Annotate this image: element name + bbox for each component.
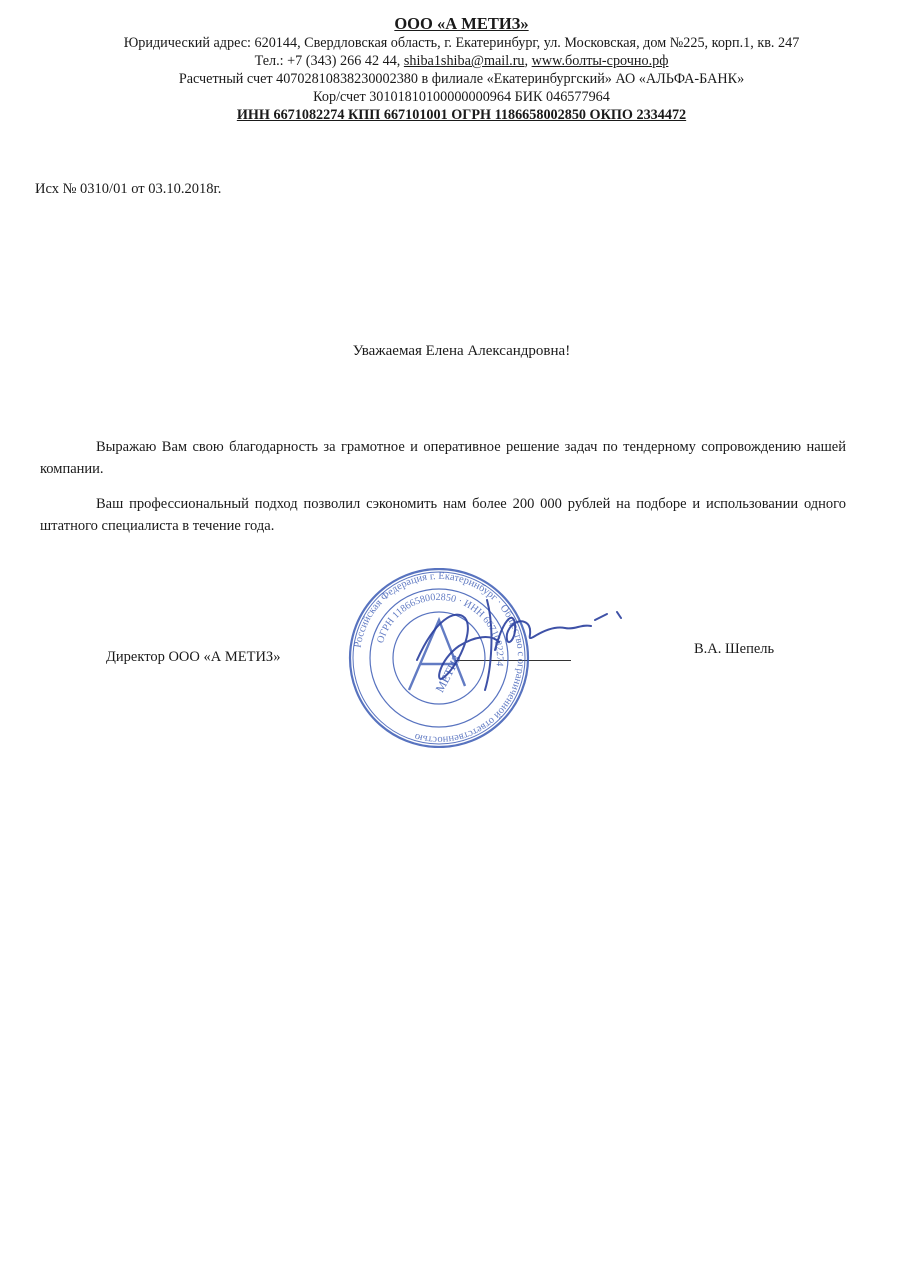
company-identifiers: ИНН 6671082274 КПП 667101001 ОГРН 1186658002850 ОКПО 2334472: [236, 107, 687, 123]
website-link[interactable]: www.болты-срочно.рф: [531, 53, 669, 69]
company-name: ООО «А МЕТИЗ»: [394, 14, 529, 33]
correspondent-account: Кор/счет 30101810100000000964 БИК 046577964: [313, 89, 610, 105]
legal-address: Юридический адрес: 620144, Свердловская область, г. Екатеринбург, ул. Московская, дом №225, корп.1, кв. 247: [123, 35, 800, 51]
signatory-name: В.А. Шепель: [694, 641, 775, 657]
contact-line: [40, 53, 883, 70]
handwritten-signature: [395, 590, 640, 700]
signatory-position: Директор ООО «А МЕТИЗ»: [106, 649, 281, 665]
svg-text:ОГРН 1186658002850 · ИНН 66710: ОГРН 1186658002850 · ИНН 6671082274: [375, 591, 506, 667]
bank-account: Расчетный счет 40702810838230002380 в филиале «Екатеринбургский» АО «АЛЬФА-БАНК»: [178, 71, 745, 87]
email-link[interactable]: shiba1shiba@mail.ru: [403, 53, 525, 69]
outgoing-reference: Исх № 0310/01 от 03.10.2018г.: [35, 181, 222, 197]
salutation: Уважаемая Елена Александровна!: [352, 343, 571, 359]
svg-text:Российская Федерация г. Екатер: Российская Федерация г. Екатеринбург · Общество с ограниченной ответственностью: [352, 570, 527, 746]
contact-separator: ,: [524, 53, 532, 69]
body-paragraph-1: Выражаю Вам свою благодарность за грамотное и оперативное решение задач по тендерному сопровождению нашей компании.: [40, 439, 846, 477]
svg-text:МЕТИЗ: МЕТИЗ: [432, 652, 464, 695]
phone-text: Тел.: +7 (343) 266 42 44,: [254, 53, 404, 69]
body-paragraph-2: Ваш профессиональный подход позволил сэкономить нам более 200 000 рублей на подборе и использовании одного штатного специалиста в течение года.: [40, 496, 846, 534]
